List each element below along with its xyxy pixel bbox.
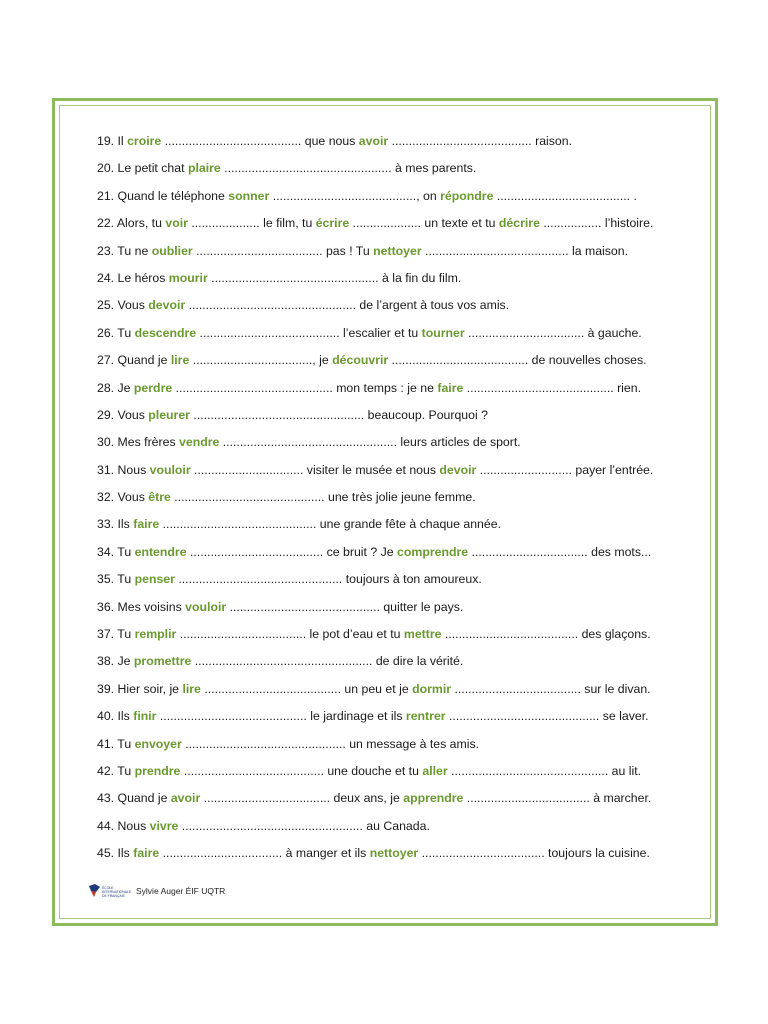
verb-prompt: envoyer [134,736,182,751]
verb-prompt: croire [127,134,162,148]
sentence-text: .................................................. beaucoup. Pourquoi ? [189,407,488,422]
sentence-text: ........................... payer l’entrée. [476,462,654,477]
verb-prompt: oublier [151,243,193,258]
verb-prompt: comprendre [397,544,469,559]
sentence-text: .................................. à gauche. [464,325,642,340]
exercise-line [97,817,687,844]
sentence-text: 40. Ils [97,709,134,724]
exercise-line [97,324,687,351]
sentence-text: 31. Nous [97,462,150,477]
verb-prompt: écrire [315,216,350,231]
verb-prompt: plaire [187,161,221,176]
sentence-text: ........................................... rien. [463,380,642,395]
sentence-text: 41. Tu [97,736,135,751]
sentence-text: .................................. des mots... [468,544,652,559]
sentence-text: .................... le film, tu [187,216,316,231]
verb-prompt: finir [133,709,157,724]
verb-prompt: nettoyer [369,846,419,861]
verb-prompt: rentrer [405,709,446,724]
sentence-text: ..................................... le pot d’eau et tu [176,627,404,642]
exercise-line [97,680,687,707]
verb-prompt: penser [134,572,175,587]
sentence-text: ....................................... des glaçons. [441,627,651,642]
sentence-text: ......................................... raison. [388,134,573,148]
sentence-text: ..................................... sur le divan. [451,681,651,696]
logo-text: ÉCOLE [102,886,114,890]
exercise-line [97,351,687,378]
footer [88,882,225,900]
exercise-line [97,570,687,597]
exercise-line [97,214,687,241]
verb-prompt: lire [182,681,201,696]
sentence-text: 24. Le héros [97,270,169,285]
sentence-text: 25. Vous [97,298,149,313]
verb-prompt: descendre [134,325,197,340]
exercise-line [97,598,687,625]
sentence-text: 30. Mes frères [97,435,180,450]
sentence-text: 33. Ils [97,517,134,532]
exercise-line [97,406,687,433]
sentence-text: ............................................. une grande fête à chaque année. [159,517,501,532]
verb-prompt: décrire [498,216,540,231]
verb-prompt: prendre [134,763,181,778]
sentence-text: 27. Quand je [97,353,171,368]
sentence-text: ............................................ se laver. [445,709,649,724]
verb-prompt: être [148,490,171,505]
sentence-text: .................... un texte et tu [349,216,499,231]
verb-prompt: devoir [439,462,477,477]
sentence-text: ....................................... . [493,188,637,203]
sentence-text: ....................................... ce bruit ? Je [186,544,398,559]
verb-prompt: remplir [134,627,177,642]
sentence-text: .............................................. au lit. [447,763,642,778]
verb-prompt: vouloir [149,462,191,477]
exercise-line [97,187,687,214]
sentence-text: 19. Il [97,134,128,148]
exercise-line [97,132,687,159]
sentence-text: 37. Tu [97,627,135,642]
sentence-text: ........................................ que nous [161,134,359,148]
verb-prompt: aller [422,763,448,778]
exercise-frame-inner [59,105,711,919]
verb-prompt: apprendre [403,791,464,806]
exercise-line [97,488,687,515]
sentence-text: 22. Alors, tu [97,216,166,231]
verb-prompt: perdre [133,380,173,395]
verb-prompt: promettre [133,654,192,669]
sentence-text: .................................................... de dire la vérité. [191,654,464,669]
verb-prompt: nettoyer [373,243,422,258]
sentence-text: ................................................. à mes parents. [220,161,477,176]
exercise-line [97,433,687,460]
exercise-line [97,515,687,542]
sentence-text: ................................................ toujours à ton amoureux. [174,572,482,587]
svg-text:INTERNATIONALE: INTERNATIONALE [102,890,132,894]
verb-prompt: voir [165,216,188,231]
sentence-text: .................................... toujours la cuisine. [418,846,650,861]
sentence-text: 23. Tu ne [97,243,152,258]
sentence-text: ..................................... pas ! Tu [192,243,374,258]
exercise-line [97,269,687,296]
exercise-line [97,762,687,789]
verb-prompt: répondre [440,188,494,203]
sentence-text: 42. Tu [97,763,135,778]
verb-prompt: entendre [134,544,187,559]
verb-prompt: tourner [421,325,465,340]
sentence-text: ........................................ de nouvelles choses. [388,353,647,368]
verb-prompt: vendre [179,435,220,450]
sentence-text: ......................................... l’escalier et tu [196,325,422,340]
sentence-text: .......................................... la maison. [421,243,629,258]
exercise-line [97,844,687,871]
exercise-line [97,242,687,269]
exercise-line [97,789,687,816]
sentence-text: ........................................ un peu et je [200,681,413,696]
sentence-text: 34. Tu [97,544,135,559]
sentence-text: ............................................ une très jolie jeune femme. [170,490,476,505]
exercise-frame [52,98,718,926]
verb-prompt: faire [437,380,464,395]
verb-prompt: mettre [403,627,442,642]
sentence-text: 45. Ils [97,846,134,861]
sentence-text: ................. l’histoire. [539,216,654,231]
exercise-line [97,625,687,652]
verb-prompt: vivre [149,818,179,833]
sentence-text: 32. Vous [97,490,149,505]
sentence-text: 28. Je [97,380,134,395]
sentence-text: ........................................... le jardinage et ils [156,709,406,724]
verb-prompt: sonner [228,188,270,203]
sentence-text: 39. Hier soir, je [97,681,183,696]
sentence-text: 20. Le petit chat [97,161,188,176]
sentence-text: 43. Quand je [97,791,171,806]
verb-prompt: découvrir [332,353,389,368]
sentence-text: ................................................... leurs articles de sport. [219,435,521,450]
svg-text:DE FRANÇAIS: DE FRANÇAIS [102,894,125,898]
sentence-text: 36. Mes voisins [97,599,186,614]
sentence-text: ......................................... une douche et tu [180,763,423,778]
exercise-line [97,461,687,488]
verb-prompt: faire [133,846,160,861]
verb-prompt: lire [170,353,190,368]
sentence-text: 35. Tu [97,572,135,587]
exercise-line [97,735,687,762]
verb-prompt: avoir [170,791,201,806]
sentence-text: ................................................. de l’argent à tous vos amis. [185,298,510,313]
verb-prompt: mourir [168,270,208,285]
sentence-text: ................................ visiter le musée et nous [190,462,440,477]
school-logo [88,883,132,899]
verb-prompt: vouloir [185,599,227,614]
sentence-text: ............................................ quitter le pays. [226,599,464,614]
verb-prompt: dormir [412,681,452,696]
sentence-text: ..................................... deux ans, je [200,791,404,806]
verb-prompt: pleurer [148,407,190,422]
exercise-lines [97,132,687,872]
exercise-line [97,707,687,734]
sentence-text: 26. Tu [97,325,135,340]
exercise-line [97,296,687,323]
sentence-text: ..................................., je [189,353,333,368]
verb-prompt: devoir [148,298,186,313]
exercise-line [97,543,687,570]
sentence-text: ................................................. à la fin du film. [207,270,462,285]
sentence-text: 29. Vous [97,407,149,422]
sentence-text: 38. Je [97,654,134,669]
verb-prompt: avoir [358,134,389,148]
exercise-line [97,652,687,679]
sentence-text: .................................... à marcher. [463,791,652,806]
sentence-text: 21. Quand le téléphone [97,188,229,203]
exercise-line [97,379,687,406]
verb-prompt: faire [133,517,160,532]
sentence-text: ..................................................... au Canada. [178,818,430,833]
sentence-text: 44. Nous [97,818,150,833]
sentence-text: .............................................. mon temps : je ne [172,380,438,395]
sentence-text: ................................... à manger et ils [159,846,370,861]
exercise-line [97,159,687,186]
sentence-text: ............................................... un message à tes amis. [181,736,480,751]
sentence-text: .........................................., on [269,188,441,203]
footer-credit: Sylvie Auger ÉIF UQTR [136,886,226,896]
